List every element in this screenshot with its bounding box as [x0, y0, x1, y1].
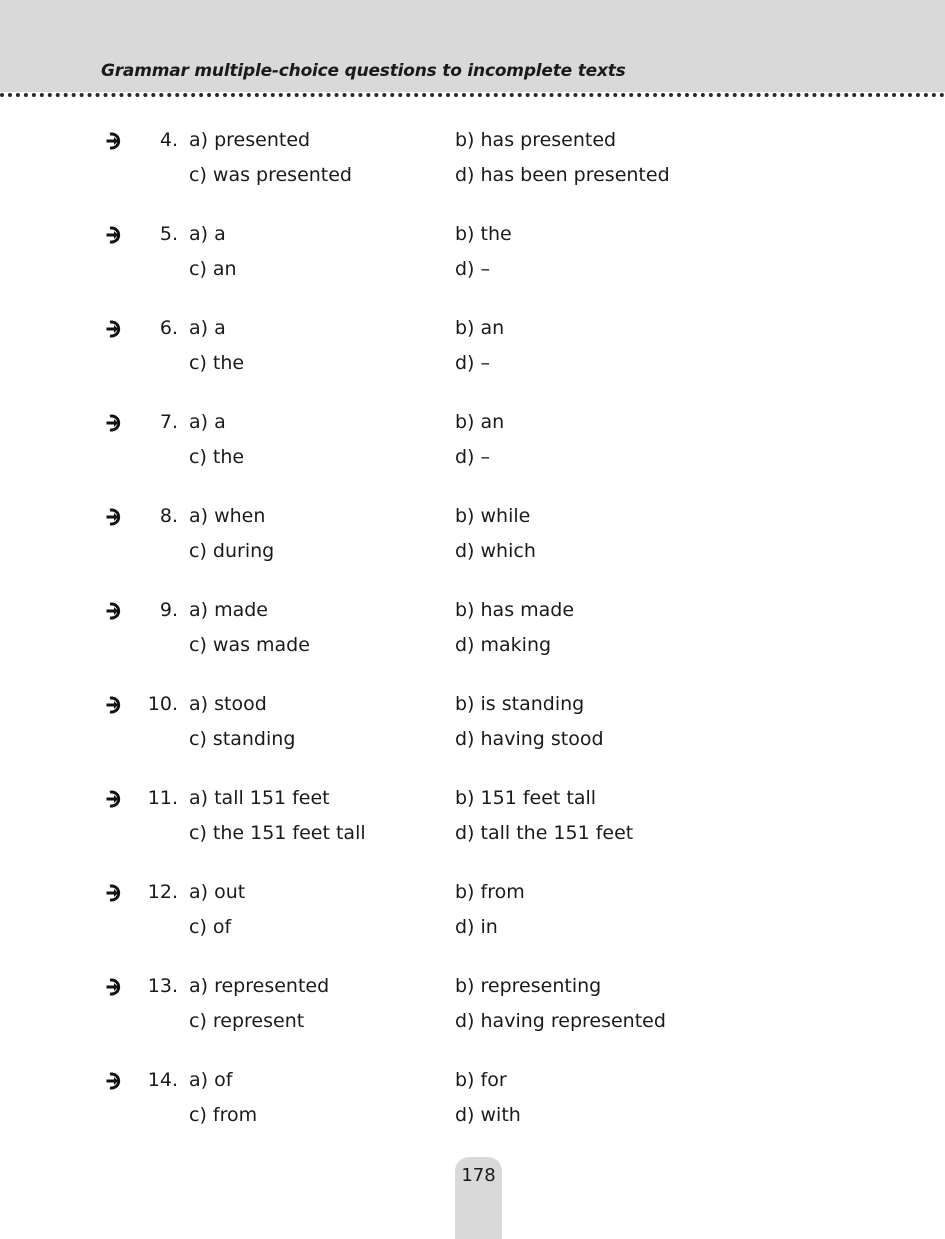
question-item: [0, 407, 945, 501]
option-a: a) when: [189, 505, 266, 527]
option-a: a) made: [189, 599, 268, 621]
question-number: 12.: [147, 881, 178, 903]
question-number: 8.: [159, 505, 178, 527]
option-d: d) –: [455, 446, 491, 468]
option-b: b) while: [455, 505, 531, 527]
page-number: 178: [461, 1165, 496, 1186]
option-d: d) having represented: [455, 1010, 666, 1032]
option-b: b) an: [455, 411, 505, 433]
option-b: b) has presented: [455, 129, 617, 151]
option-d: d) making: [455, 634, 552, 656]
option-c: c) standing: [189, 728, 296, 750]
option-c: c) the: [189, 446, 245, 468]
question-item: [0, 595, 945, 689]
question-number: 6.: [159, 317, 178, 339]
question-number: 7.: [159, 411, 178, 433]
question-number: 4.: [159, 129, 178, 151]
option-c: c) an: [189, 258, 237, 280]
option-d: d) –: [455, 258, 491, 280]
option-d: d) has been presented: [455, 164, 670, 186]
option-c: c) the: [189, 352, 245, 374]
option-c: c) represent: [189, 1010, 305, 1032]
page-title: Grammar multiple-choice questions to incomplete texts: [101, 61, 626, 81]
option-c: c) of: [189, 916, 232, 938]
option-b: b) for: [455, 1069, 507, 1091]
option-a: a) a: [189, 411, 226, 433]
option-c: c) during: [189, 540, 275, 562]
question-item: [0, 219, 945, 313]
option-b: b) has made: [455, 599, 575, 621]
question-item: [0, 125, 945, 219]
option-a: a) a: [189, 317, 226, 339]
question-number: 9.: [159, 599, 178, 621]
option-a: a) presented: [189, 129, 311, 151]
option-a: a) stood: [189, 693, 267, 715]
question-item: [0, 501, 945, 595]
option-b: b) the: [455, 223, 512, 245]
question-number: 10.: [147, 693, 178, 715]
option-d: d) having stood: [455, 728, 604, 750]
option-c: c) the 151 feet tall: [189, 822, 366, 844]
option-a: a) out: [189, 881, 246, 903]
option-d: d) in: [455, 916, 498, 938]
question-item: [0, 689, 945, 783]
option-c: c) from: [189, 1104, 258, 1126]
question-list: [0, 125, 945, 1159]
question-item: [0, 783, 945, 877]
question-item: [0, 1065, 945, 1159]
option-b: b) 151 feet tall: [455, 787, 597, 809]
question-item: [0, 313, 945, 407]
question-number: 13.: [147, 975, 178, 997]
option-b: b) is standing: [455, 693, 585, 715]
option-b: b) from: [455, 881, 525, 903]
option-a: a) tall 151 feet: [189, 787, 330, 809]
option-d: d) which: [455, 540, 536, 562]
option-a: a) of: [189, 1069, 233, 1091]
question-item: [0, 877, 945, 971]
option-d: d) –: [455, 352, 491, 374]
option-b: b) an: [455, 317, 505, 339]
option-d: d) tall the 151 feet: [455, 822, 634, 844]
question-number: 5.: [159, 223, 178, 245]
question-number: 11.: [147, 787, 178, 809]
question-number: 14.: [147, 1069, 178, 1091]
option-d: d) with: [455, 1104, 521, 1126]
option-a: a) a: [189, 223, 226, 245]
option-b: b) representing: [455, 975, 602, 997]
question-item: [0, 971, 945, 1065]
option-c: c) was presented: [189, 164, 352, 186]
header-dotted-divider: [0, 93, 945, 97]
option-a: a) represented: [189, 975, 330, 997]
option-c: c) was made: [189, 634, 310, 656]
